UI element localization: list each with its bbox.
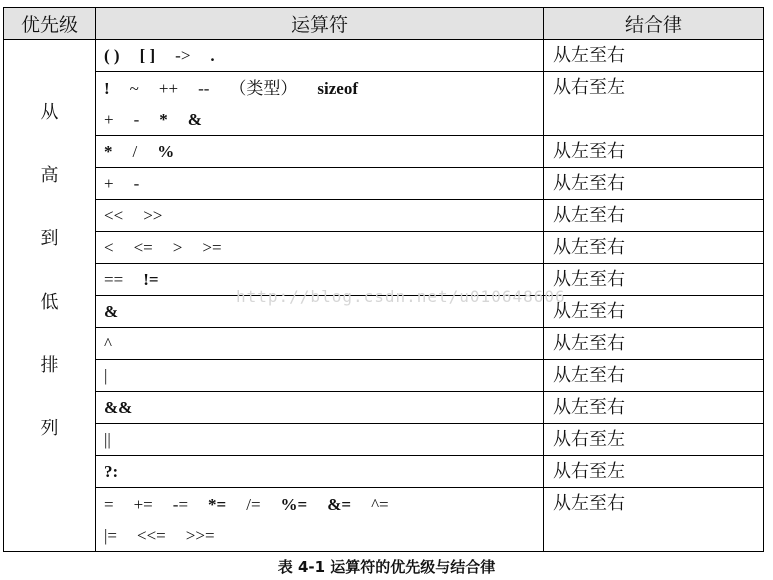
operator-token: != (143, 270, 159, 289)
precedence-table (3, 7, 764, 552)
table-row (4, 456, 764, 488)
associativity-cell: 从左至右 (544, 40, 764, 72)
operator-token: . (210, 46, 215, 65)
operator-line (104, 200, 543, 231)
header-row (4, 8, 764, 40)
associativity-cell: 从右至左 (544, 424, 764, 456)
operator-line (104, 136, 543, 167)
operator-line (104, 40, 543, 71)
operator-token: ^ (104, 334, 112, 353)
operator-line (104, 168, 543, 199)
operator-token: *= (208, 494, 227, 514)
operator-token: >>= (185, 525, 215, 545)
operators-cell (96, 168, 544, 200)
operator-token: | (104, 366, 108, 385)
operator-token: -- (198, 78, 210, 98)
priority-label-char: 到 (40, 228, 59, 250)
associativity-cell: 从左至右 (544, 200, 764, 232)
header-priority: 优先级 (4, 8, 96, 40)
priority-label-char: 从 (40, 102, 59, 123)
operator-line (104, 392, 543, 423)
table-row (4, 392, 764, 424)
operator-line (104, 232, 543, 263)
operator-token: == (104, 270, 124, 289)
table-row (4, 40, 764, 72)
operator-line (104, 456, 543, 487)
operator-token: ^= (371, 494, 389, 514)
operator-token: ++ (158, 78, 179, 98)
operators-cell (96, 136, 544, 168)
table-caption: 表 4-1 运算符的优先级与结合律 (277, 558, 496, 576)
table-row (4, 232, 764, 264)
operators-cell (96, 40, 544, 72)
operator-token: % (157, 142, 175, 161)
operators-cell (96, 72, 544, 136)
operators-cell (96, 488, 544, 552)
operator-token: <<= (137, 525, 166, 545)
operators-cell (96, 360, 544, 392)
header-associativity: 结合律 (544, 8, 764, 40)
operator-token: >= (202, 238, 222, 257)
associativity-cell: 从左至右 (544, 232, 764, 264)
operator-token: & (187, 109, 202, 129)
operator-line (104, 328, 543, 359)
operator-token: &= (327, 494, 352, 514)
operator-token: - (133, 109, 140, 129)
table-row (4, 488, 764, 552)
priority-label-char: 低 (40, 291, 59, 313)
table-row (4, 424, 764, 456)
operators-cell (96, 456, 544, 488)
associativity-cell: 从左至右 (544, 296, 764, 328)
operators-cell (96, 200, 544, 232)
operator-line (104, 73, 543, 104)
associativity-cell: 从左至右 (544, 264, 764, 296)
table-row (4, 168, 764, 200)
watermark: http://blog.csdn.net/u010648606 (236, 287, 566, 306)
table-row (4, 328, 764, 360)
operator-token: ~ (129, 78, 139, 98)
operator-token: sizeof (317, 78, 358, 98)
operator-line (104, 104, 543, 135)
operator-token: || (104, 430, 111, 449)
operator-token: * (159, 109, 168, 129)
header-operators: 运算符 (96, 8, 544, 40)
table-row (4, 360, 764, 392)
associativity-cell: 从左至右 (544, 136, 764, 168)
priority-label-char: 列 (40, 417, 59, 439)
priority-label-char: 排 (40, 354, 59, 376)
operator-token: * (104, 142, 113, 161)
operator-token: <= (133, 238, 153, 257)
operator-token: -> (175, 46, 191, 65)
operator-token: / (132, 142, 138, 161)
operator-token: ! (104, 78, 110, 98)
operator-token: - (133, 174, 140, 193)
associativity-cell: 从左至右 (544, 168, 764, 200)
operator-token: + (104, 109, 114, 129)
operator-token: & (104, 302, 119, 321)
operator-line (104, 520, 543, 551)
operator-token: ?: (104, 462, 119, 481)
table-row (4, 72, 764, 136)
operator-token: > (172, 238, 183, 257)
operator-token: %= (280, 494, 308, 514)
operator-token: ( ) (104, 46, 120, 65)
operator-token: << (104, 206, 124, 225)
operators-cell (96, 392, 544, 424)
associativity-cell: 从左至右 (544, 328, 764, 360)
operator-token: >> (143, 206, 163, 225)
operators-cell (96, 232, 544, 264)
associativity-cell: 从左至右 (544, 392, 764, 424)
associativity-cell: 从右至左 (544, 72, 764, 136)
operator-token: [ ] (139, 46, 156, 65)
operator-token: /= (246, 494, 261, 514)
operator-token: |= (104, 525, 117, 545)
associativity-cell: 从左至右 (544, 360, 764, 392)
operator-token: （类型） (229, 78, 298, 98)
priority-column-cell (4, 40, 96, 552)
priority-label-char: 高 (40, 165, 59, 187)
table-row (4, 136, 764, 168)
operator-line (104, 424, 543, 455)
operator-token: && (104, 398, 133, 417)
operator-token: += (133, 494, 153, 514)
operators-cell (96, 328, 544, 360)
table-row (4, 200, 764, 232)
operator-token: < (104, 238, 114, 257)
operator-token: = (104, 494, 114, 514)
operators-cell (96, 424, 544, 456)
operator-token: + (104, 174, 114, 193)
associativity-cell: 从右至左 (544, 456, 764, 488)
operator-line (104, 489, 543, 520)
associativity-cell: 从左至右 (544, 488, 764, 552)
operator-token: -= (172, 494, 189, 514)
operator-line (104, 360, 543, 391)
